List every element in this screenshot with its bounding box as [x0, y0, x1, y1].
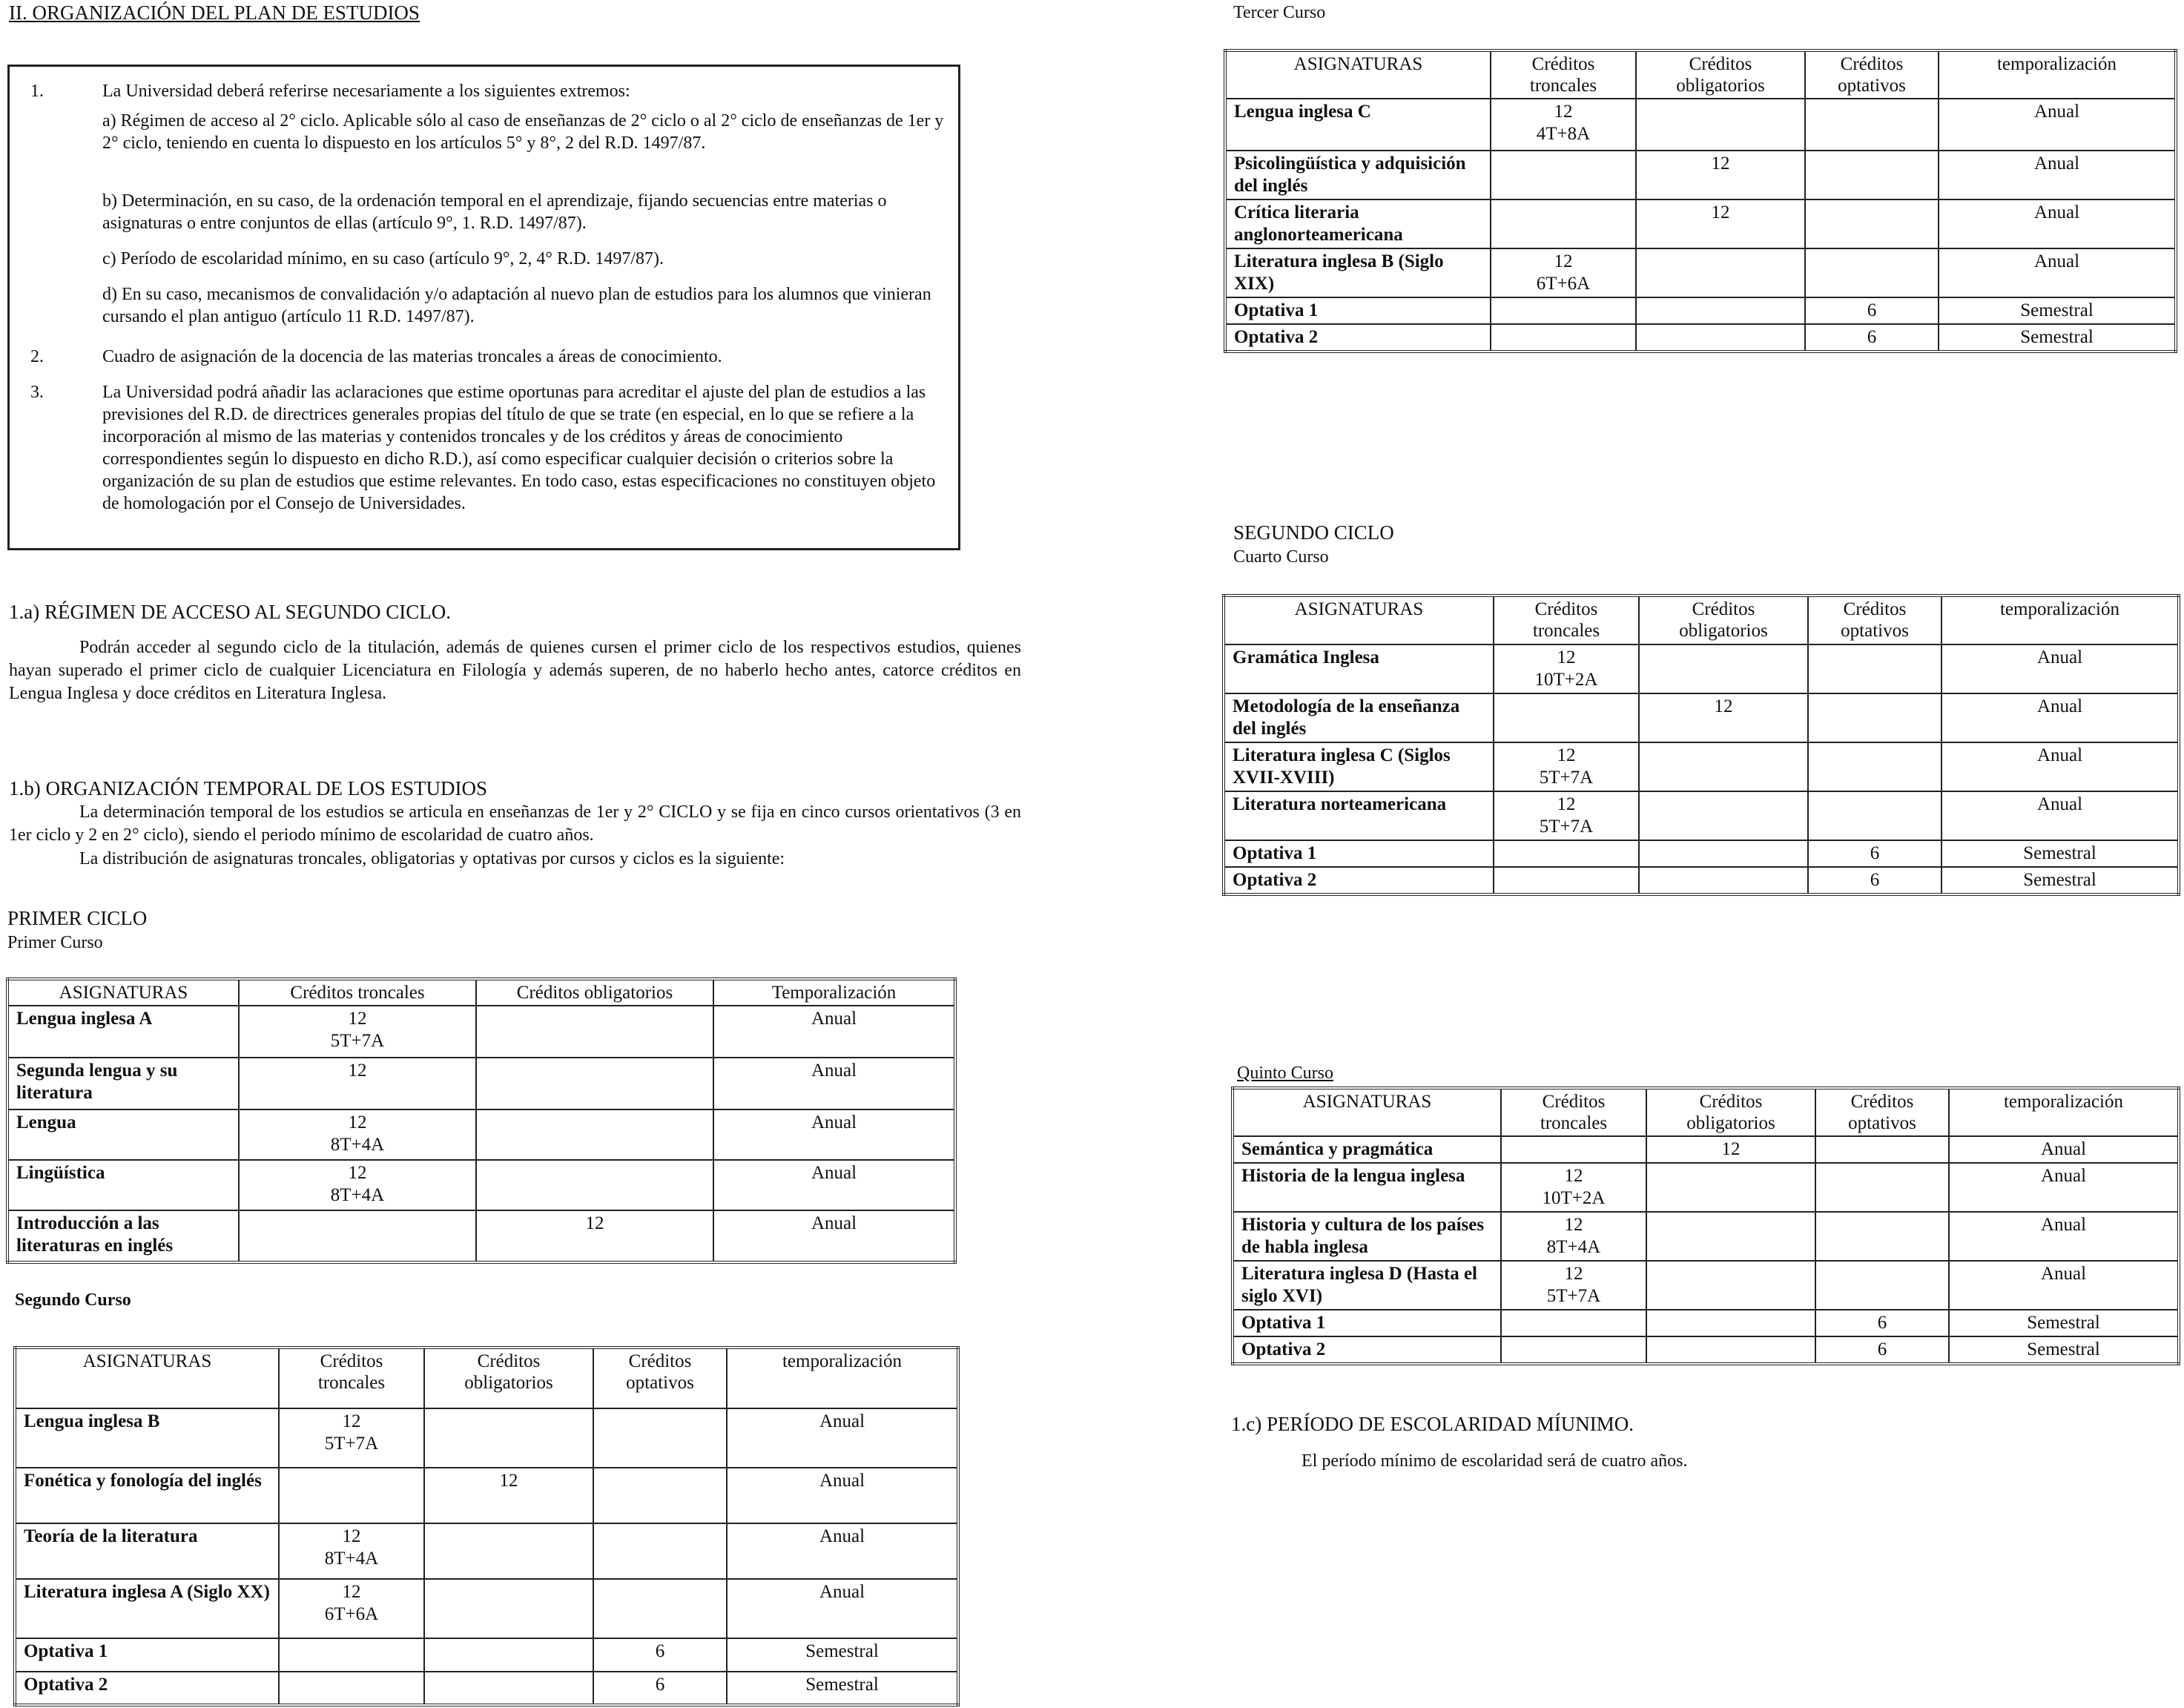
table-cell [593, 1468, 727, 1523]
table-cell: Anual [727, 1408, 958, 1468]
table-cell: 6 [1805, 297, 1939, 324]
subject-cell: Historia de la lengua inglesa [1233, 1163, 1501, 1212]
segundo-ciclo-label: SEGUNDO CICLO [1233, 521, 1394, 544]
table-cell: 6 [593, 1638, 727, 1672]
item-1c-text: c) Período de escolaridad mínimo, en su caso (artículo 9°, 2, 4° R.D. 1497/87). [102, 249, 664, 268]
item-number: 1. [30, 82, 44, 101]
section-heading: II. ORGANIZACIÓN DEL PLAN DE ESTUDIOS [9, 1, 420, 24]
section-1b-text-2: La distribución de asignaturas troncales, obligatorias y optativas por cursos y ciclos es la siguiente: [79, 849, 785, 868]
table-cell [593, 1579, 727, 1638]
table-cell [279, 1468, 424, 1523]
table-cell [1646, 1261, 1815, 1310]
section-1c-title: 1.c) PERÍODO DE ESCOLARIDAD MÍUNIMO. [1231, 1413, 1634, 1435]
table-cell [1646, 1336, 1815, 1364]
table-cell: 12 [1639, 693, 1808, 742]
table-cell [476, 1109, 713, 1160]
table-cell [424, 1523, 593, 1579]
column-header: ASIGNATURAS [15, 1348, 279, 1408]
table-cell: 12 [476, 1210, 713, 1262]
table-row [15, 1408, 958, 1468]
table-cell: 12 [424, 1468, 593, 1523]
table-cell: Anual [1941, 644, 2179, 693]
table-cell [1815, 1212, 1949, 1261]
column-header: Créditos optativos [593, 1348, 727, 1408]
table-row [1224, 644, 2179, 693]
item-number: 2. [30, 347, 44, 366]
table-cell: Semestral [727, 1638, 958, 1672]
table-cell [1815, 1163, 1949, 1212]
table-cell [593, 1408, 727, 1468]
table-row [1225, 99, 2176, 151]
table-cell: 12 6T+6A [1491, 248, 1636, 297]
table-cell [424, 1579, 593, 1638]
primer-curso-label: Primer Curso [7, 933, 103, 952]
table-cell: Semestral [1941, 867, 2179, 894]
table-cell: 6 [1808, 867, 1941, 894]
subject-cell: Literatura inglesa C (Siglos XVII-XVIII) [1224, 742, 1494, 791]
table-cell: 6 [1815, 1310, 1949, 1336]
table-row [7, 1210, 955, 1262]
subject-cell: Literatura norteamericana [1224, 791, 1494, 840]
table-cell: Anual [1939, 248, 2176, 297]
table-cell [1808, 693, 1941, 742]
table-cell [1805, 99, 1939, 151]
table-row [1225, 324, 2176, 352]
table-cell [1646, 1310, 1815, 1336]
table-cell: Anual [713, 1160, 955, 1210]
table-cell: 12 8T+4A [239, 1160, 476, 1210]
table-cell: Anual [727, 1579, 958, 1638]
table-cell [1805, 151, 1939, 200]
subject-cell: Optativa 2 [1225, 324, 1491, 352]
table-cell [424, 1638, 593, 1672]
table-cell: 12 10T+2A [1501, 1163, 1646, 1212]
table-cell: Semestral [1949, 1336, 2179, 1364]
subject-cell: Introducción a las literaturas en inglés [7, 1210, 239, 1262]
table-cell [239, 1210, 476, 1262]
table-cell [1808, 742, 1941, 791]
table-row [1224, 867, 2179, 894]
table-cell: 12 [1636, 151, 1805, 200]
subject-cell: Literatura inglesa B (Siglo XIX) [1225, 248, 1491, 297]
table-cell: Anual [713, 1210, 955, 1262]
table-row [7, 1109, 955, 1160]
table-cell [476, 1160, 713, 1210]
subject-cell: Lengua inglesa A [7, 1006, 239, 1058]
table-cell: Semestral [1939, 297, 2176, 324]
table-cell: 12 5T+7A [1494, 742, 1639, 791]
table-cell [1494, 693, 1639, 742]
section-1a-text: Podrán acceder al segundo ciclo de la titulación, además de quienes cursen el primer ciclo de los respectivos estudios, quienes hayan superado el primer ciclo de cualquier Licenciatura en Filología y además superen, de no haberlo hecho antes, catorce créditos en Lengua Inglesa y doce créditos en Literatura Inglesa. [9, 638, 1021, 703]
table-cell [1805, 248, 1939, 297]
table-cell: 12 4T+8A [1491, 99, 1636, 151]
table-cell [476, 1006, 713, 1058]
table-cell [1808, 644, 1941, 693]
column-header: temporalización [1939, 50, 2176, 99]
table-cell: 12 10T+2A [1494, 644, 1639, 693]
table-cell: 12 [1646, 1136, 1815, 1163]
column-header: Créditos obligatorios [1636, 50, 1805, 99]
item-1-text: La Universidad deberá referirse necesariamente a los siguientes extremos: [102, 82, 630, 101]
quinto-curso-table [1231, 1087, 2180, 1365]
subject-cell: Teoría de la literatura [15, 1523, 279, 1579]
section-1a-title: 1.a) RÉGIMEN DE ACCESO AL SEGUNDO CICLO. [9, 601, 451, 623]
table-cell [1636, 248, 1805, 297]
subject-cell: Historia y cultura de los países de habla inglesa [1233, 1212, 1501, 1261]
table-cell: 6 [1805, 324, 1939, 352]
table-cell [1639, 840, 1808, 867]
segundo-curso-table [13, 1346, 960, 1707]
table-cell: Anual [1941, 791, 2179, 840]
table-cell [1805, 200, 1939, 248]
table-cell: Semestral [727, 1672, 958, 1705]
table-cell: Anual [713, 1058, 955, 1109]
table-cell: 12 6T+6A [279, 1579, 424, 1638]
table-cell [1639, 791, 1808, 840]
table-row [1225, 297, 2176, 324]
table-row [7, 1160, 955, 1210]
section-1b-title: 1.b) ORGANIZACIÓN TEMPORAL DE LOS ESTUDIOS [9, 777, 487, 799]
table-row [15, 1579, 958, 1638]
subject-cell: Literatura inglesa D (Hasta el siglo XVI) [1233, 1261, 1501, 1310]
table-cell: 12 5T+7A [239, 1006, 476, 1058]
table-cell [1636, 297, 1805, 324]
table-cell [1491, 324, 1636, 352]
table-cell [1501, 1310, 1646, 1336]
subject-cell: Crítica literaria anglonorteamericana [1225, 200, 1491, 248]
column-header: Créditos optativos [1815, 1088, 1949, 1136]
table-cell: Semestral [1949, 1310, 2179, 1336]
table-cell [476, 1058, 713, 1109]
subject-cell: Optativa 1 [1224, 840, 1494, 867]
subject-cell: Lingüística [7, 1160, 239, 1210]
table-row [15, 1523, 958, 1579]
table-cell: Anual [1939, 151, 2176, 200]
subject-cell: Lengua inglesa B [15, 1408, 279, 1468]
cuarto-curso-table [1222, 594, 2180, 896]
subject-cell: Optativa 2 [15, 1672, 279, 1705]
column-header: ASIGNATURAS [1224, 596, 1494, 644]
table-cell: 12 8T+4A [279, 1523, 424, 1579]
column-header: ASIGNATURAS [1233, 1088, 1501, 1136]
table-cell [279, 1672, 424, 1705]
table-cell: Anual [1949, 1136, 2179, 1163]
column-header: Créditos troncales [1491, 50, 1636, 99]
subject-cell: Fonética y fonología del inglés [15, 1468, 279, 1523]
table-cell: Anual [1949, 1163, 2179, 1212]
item-1b-text: b) Determinación, en su caso, de la ordenación temporal en el aprendizaje, fijando secuencias entre materias o asignaturas o entre conjuntos de ellas (artículo 9°, 1. R.D. 1497/87). [102, 191, 887, 233]
section-1c-text: El período mínimo de escolaridad será de cuatro años. [1302, 1451, 1688, 1471]
table-row [1233, 1212, 2179, 1261]
quinto-curso-label: Quinto Curso [1237, 1064, 1334, 1083]
table-cell: 12 8T+4A [1501, 1212, 1646, 1261]
table-row [1233, 1163, 2179, 1212]
column-header: Temporalización [713, 979, 955, 1006]
section-1b-text: La determinación temporal de los estudios se articula en enseñanzas de 1er y 2° CICLO y se fija en cinco cursos orientativos (3 en 1er ciclo y 2 en 2° ciclo), siendo el periodo mínimo de escolaridad de cuatro años. [9, 802, 1021, 845]
table-cell [1646, 1163, 1815, 1212]
table-row [1233, 1310, 2179, 1336]
table-cell [1815, 1136, 1949, 1163]
table-cell: Semestral [1941, 840, 2179, 867]
column-header: temporalización [1941, 596, 2179, 644]
table-cell: 12 5T+7A [1501, 1261, 1646, 1310]
column-header: Créditos obligatorios [424, 1348, 593, 1408]
table-cell [1501, 1336, 1646, 1364]
cuarto-curso-label: Cuarto Curso [1233, 547, 1329, 567]
table-cell: 6 [1808, 840, 1941, 867]
subject-cell: Metodología de la enseñanza del inglés [1224, 693, 1494, 742]
table-cell [424, 1672, 593, 1705]
table-row [1225, 151, 2176, 200]
table-cell: Semestral [1939, 324, 2176, 352]
item-3-text: La Universidad podrá añadir las aclaraciones que estime oportunas para acreditar el ajuste del plan de estudios a las previsiones del R.D. de directrices generales propias del título de que se trate (en especial, en lo que se refiere a la incorporación al mismo de las materias y contenidos troncales y de los créditos y áreas de conocimiento correspondientes según lo dispuesto en dicho R.D.), así como especificar cualquier decisión o criterios sobre la organización de su plan de estudios que estime relevantes. En todo caso, estas especificaciones no constituyen objeto de homologación por el Consejo de Universidades. [102, 383, 936, 513]
subject-cell: Optativa 2 [1233, 1336, 1501, 1364]
table-cell [1636, 99, 1805, 151]
table-cell: 6 [1815, 1336, 1949, 1364]
item-1a-text: a) Régimen de acceso al 2° ciclo. Aplicable sólo al caso de enseñanzas de 2° ciclo o al 2° ciclo de enseñanzas de 1er y 2° ciclo, teniendo en cuenta lo dispuesto en los artículos 5° y 8°, 2 del R.D. 1497/87. [102, 111, 944, 153]
table-row [15, 1672, 958, 1705]
table-cell [1491, 200, 1636, 248]
table-cell: Anual [1949, 1261, 2179, 1310]
table-cell: 12 8T+4A [239, 1109, 476, 1160]
table-cell: Anual [713, 1006, 955, 1058]
table-cell [1646, 1212, 1815, 1261]
table-row [1224, 791, 2179, 840]
table-row [1233, 1136, 2179, 1163]
segundo-curso-label: Segundo Curso [15, 1290, 131, 1310]
table-cell [1639, 867, 1808, 894]
column-header: Créditos obligatorios [1639, 596, 1808, 644]
table-cell: Anual [1941, 693, 2179, 742]
table-cell [1808, 791, 1941, 840]
table-cell: Anual [1949, 1212, 2179, 1261]
table-cell: Anual [713, 1109, 955, 1160]
tercer-curso-label: Tercer Curso [1233, 3, 1326, 22]
subject-cell: Literatura inglesa A (Siglo XX) [15, 1579, 279, 1638]
table-cell [1639, 742, 1808, 791]
table-cell: Anual [727, 1523, 958, 1579]
subject-cell: Optativa 1 [1225, 297, 1491, 324]
column-header: temporalización [727, 1348, 958, 1408]
subject-cell: Semántica y pragmática [1233, 1136, 1501, 1163]
subject-cell: Lengua [7, 1109, 239, 1160]
table-cell [1636, 324, 1805, 352]
table-cell: Anual [1939, 99, 2176, 151]
table-row [1233, 1261, 2179, 1310]
table-cell [279, 1638, 424, 1672]
primer-curso-table [6, 977, 957, 1264]
primer-ciclo-label: PRIMER CICLO [7, 907, 148, 929]
column-header: Créditos optativos [1808, 596, 1941, 644]
item-2-text: Cuadro de asignación de la docencia de las materias troncales a áreas de conocimiento. [102, 347, 722, 366]
subject-cell: Psicolingüística y adquisición del inglés [1225, 151, 1491, 200]
column-header: Créditos optativos [1805, 50, 1939, 99]
column-header: Créditos troncales [239, 979, 476, 1006]
column-header: Créditos troncales [1494, 596, 1639, 644]
column-header: Créditos troncales [1501, 1088, 1646, 1136]
item-number: 3. [30, 383, 44, 402]
table-cell [1491, 297, 1636, 324]
table-cell: Anual [1941, 742, 2179, 791]
subject-cell: Optativa 2 [1224, 867, 1494, 894]
table-cell [593, 1523, 727, 1579]
table-row [7, 1006, 955, 1058]
table-cell [1815, 1261, 1949, 1310]
table-row [1224, 742, 2179, 791]
table-cell: 12 [239, 1058, 476, 1109]
subject-cell: Lengua inglesa C [1225, 99, 1491, 151]
column-header: ASIGNATURAS [1225, 50, 1491, 99]
table-cell [1494, 840, 1639, 867]
subject-cell: Segunda lengua y su literatura [7, 1058, 239, 1109]
column-header: Créditos obligatorios [1646, 1088, 1815, 1136]
table-row [1233, 1336, 2179, 1364]
table-row [15, 1638, 958, 1672]
table-cell [1494, 867, 1639, 894]
table-cell: 6 [593, 1672, 727, 1705]
table-row [7, 1058, 955, 1109]
subject-cell: Optativa 1 [1233, 1310, 1501, 1336]
table-row [1225, 248, 2176, 297]
column-header: temporalización [1949, 1088, 2179, 1136]
table-row [1224, 840, 2179, 867]
column-header: Créditos obligatorios [476, 979, 713, 1006]
item-1d-text: d) En su caso, mecanismos de convalidación y/o adaptación al nuevo plan de estudios para los alumnos que vinieran cursando el plan antiguo (artículo 11 R.D. 1497/87). [102, 285, 931, 326]
table-cell: Anual [1939, 200, 2176, 248]
table-row [1225, 200, 2176, 248]
subject-cell: Gramática Inglesa [1224, 644, 1494, 693]
requirements-box [7, 65, 960, 550]
table-cell: 12 5T+7A [279, 1408, 424, 1468]
column-header: ASIGNATURAS [7, 979, 239, 1006]
table-cell [424, 1408, 593, 1468]
table-row [15, 1468, 958, 1523]
tercer-curso-table [1224, 49, 2177, 353]
table-cell: 12 5T+7A [1494, 791, 1639, 840]
table-cell [1501, 1136, 1646, 1163]
subject-cell: Optativa 1 [15, 1638, 279, 1672]
table-cell: 12 [1636, 200, 1805, 248]
table-row [1224, 693, 2179, 742]
table-cell [1639, 644, 1808, 693]
table-cell: Anual [727, 1468, 958, 1523]
column-header: Créditos troncales [279, 1348, 424, 1408]
table-cell [1491, 151, 1636, 200]
